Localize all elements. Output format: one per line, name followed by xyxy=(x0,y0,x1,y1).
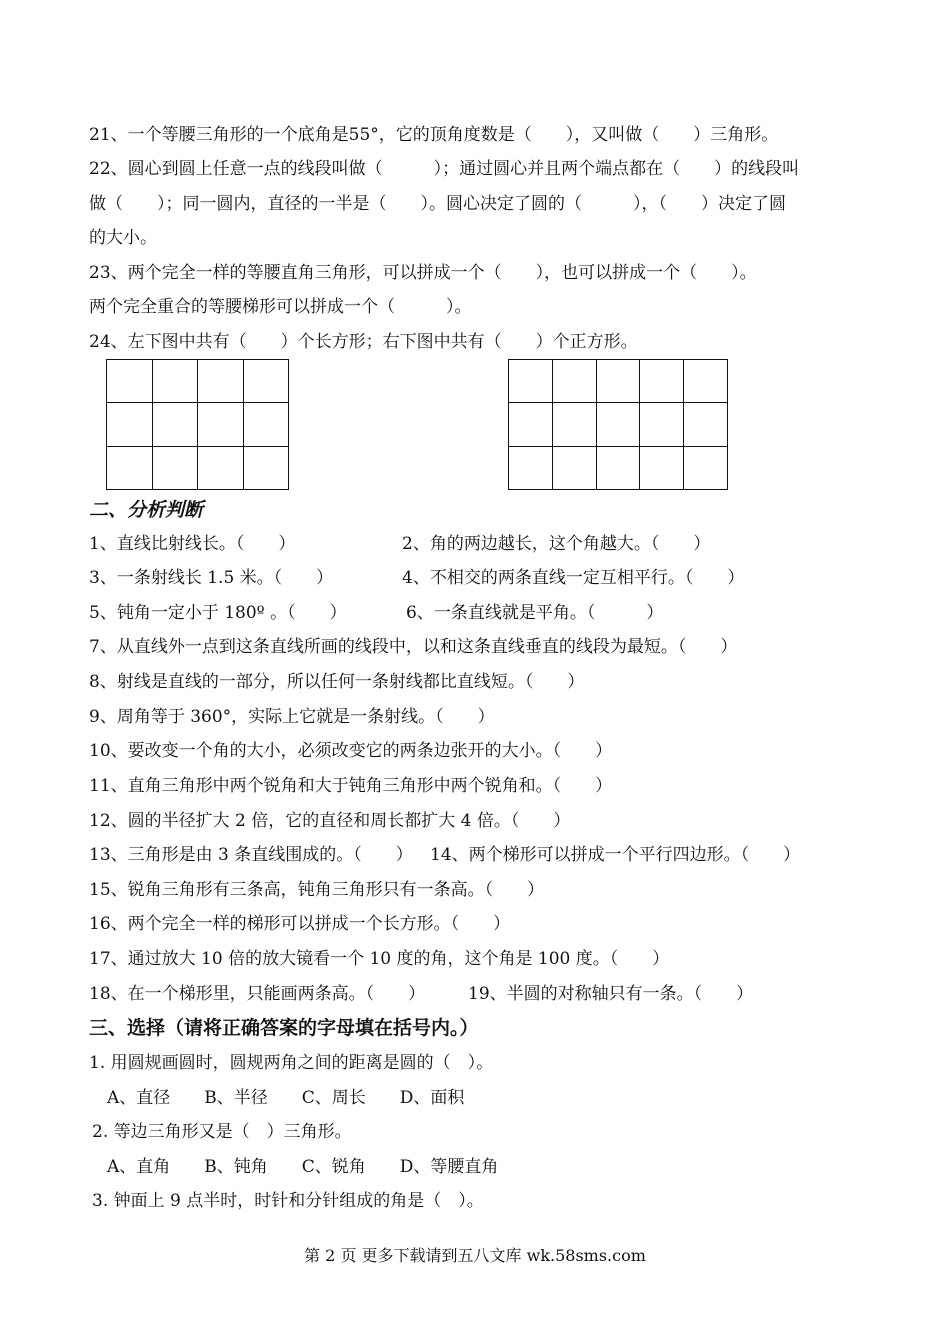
choice-question-2: 2. 等边三角形又是（ ）三角形。 xyxy=(92,1122,352,1142)
judge-item-6: 6、一条直线就是平角。（ ） xyxy=(406,603,664,623)
judge-item-2: 2、角的两边越长，这个角越大。（ ） xyxy=(402,534,711,554)
right-grid-cell xyxy=(552,403,596,446)
left-grid-cell xyxy=(198,403,244,446)
question-22-line-2: 做（ ）；同一圆内，直径的一半是（ ）。圆心决定了圆的（ ），（ ）决定了圆 xyxy=(89,194,786,214)
right-grid-row xyxy=(509,360,728,403)
judge-item-14: 14、两个梯形可以拼成一个平行四边形。（ ） xyxy=(430,845,801,865)
judge-item-1: 1、直线比射线长。（ ） xyxy=(89,534,296,554)
judge-item-5: 5、钝角一定小于 180º 。（ ） xyxy=(89,603,347,623)
page-footer: 第 2 页 更多下载请到五八文库 wk.58sms.com xyxy=(304,1246,646,1265)
left-grid-cell xyxy=(152,403,198,446)
right-grid-row xyxy=(509,446,728,489)
question-23-line-1: 23、两个完全一样的等腰直角三角形，可以拼成一个（ ），也可以拼成一个（ ）。 xyxy=(89,263,757,283)
section-title-choice: 三、选择（请将正确答案的字母填在括号内。） xyxy=(89,1017,479,1039)
right-grid-cell xyxy=(552,360,596,403)
question-21: 21、一个等腰三角形的一个底角是55°，它的顶角度数是（ ），又叫做（ ）三角形。 xyxy=(89,125,779,145)
left-grid-cell xyxy=(152,360,198,403)
left-rectangle-grid-figure xyxy=(106,359,289,490)
left-grid-cell xyxy=(198,446,244,489)
choice-2-options: A、直角 B、钝角 C、锐角 D、等腰直角 xyxy=(107,1157,499,1177)
right-grid-cell xyxy=(684,403,728,446)
judge-item-3: 3、一条射线长 1.5 米。（ ） xyxy=(89,568,334,588)
choice-1-options: A、直径 B、半径 C、周长 D、面积 xyxy=(107,1088,465,1108)
right-grid-row xyxy=(509,403,728,446)
judge-item-9: 9、周角等于 360°，实际上它就是一条射线。（ ） xyxy=(89,707,495,727)
right-grid-cell xyxy=(684,446,728,489)
right-square-grid-figure xyxy=(508,359,728,490)
right-grid-cell xyxy=(596,360,640,403)
left-grid-row xyxy=(107,403,289,446)
right-grid-cell xyxy=(509,446,553,489)
judge-item-4: 4、不相交的两条直线一定互相平行。（ ） xyxy=(402,568,745,588)
judge-item-17: 17、通过放大 10 倍的放大镜看一个 10 度的角，这个角是 100 度。（ ） xyxy=(89,949,670,969)
left-grid-cell xyxy=(107,403,153,446)
right-grid-cell xyxy=(596,403,640,446)
right-grid-cell xyxy=(640,446,684,489)
left-grid-cell xyxy=(107,360,153,403)
judge-item-19: 19、半圆的对称轴只有一条。（ ） xyxy=(468,984,754,1004)
question-22-line-3: 的大小。 xyxy=(89,228,157,248)
question-24: 24、左下图中共有（ ）个长方形；右下图中共有（ ）个正方形。 xyxy=(89,332,638,352)
choice-question-1: 1. 用圆规画圆时，圆规两角之间的距离是圆的（ ）。 xyxy=(89,1053,494,1073)
judge-item-7: 7、从直线外一点到这条直线所画的线段中，以和这条直线垂直的线段为最短。（ ） xyxy=(89,637,738,657)
question-22-line-1: 22、圆心到圆上任意一点的线段叫做（ ）；通过圆心并且两个端点都在（ ）的线段叫 xyxy=(89,159,800,179)
judge-item-16: 16、两个完全一样的梯形可以拼成一个长方形。（ ） xyxy=(89,914,511,934)
right-grid-cell xyxy=(509,360,553,403)
judge-item-18: 18、在一个梯形里，只能画两条高。（ ） xyxy=(89,984,426,1004)
judge-item-10: 10、要改变一个角的大小，必须改变它的两条边张开的大小。（ ） xyxy=(89,741,613,761)
left-grid-cell xyxy=(198,360,244,403)
left-grid-cell xyxy=(243,403,289,446)
section-title-judge: 二、分析判断 xyxy=(89,499,204,521)
right-grid-cell xyxy=(596,446,640,489)
judge-item-11: 11、直角三角形中两个锐角和大于钝角三角形中两个锐角和。（ ） xyxy=(89,776,613,796)
left-grid-cell xyxy=(243,446,289,489)
left-grid-cell xyxy=(243,360,289,403)
left-grid-row xyxy=(107,360,289,403)
choice-question-3: 3. 钟面上 9 点半时，时针和分针组成的角是（ ）。 xyxy=(92,1191,484,1211)
left-grid-row xyxy=(107,446,289,489)
right-grid-cell xyxy=(509,403,553,446)
judge-item-12: 12、圆的半径扩大 2 倍，它的直径和周长都扩大 4 倍。（ ） xyxy=(89,811,571,831)
judge-item-15: 15、锐角三角形有三条高，钝角三角形只有一条高。（ ） xyxy=(89,880,545,900)
left-grid-cell xyxy=(107,446,153,489)
judge-item-8: 8、射线是直线的一部分，所以任何一条射线都比直线短。（ ） xyxy=(89,672,585,692)
right-grid-cell xyxy=(640,360,684,403)
judge-item-13: 13、三角形是由 3 条直线围成的。（ ） xyxy=(89,845,413,865)
question-23-line-2: 两个完全重合的等腰梯形可以拼成一个（ ）。 xyxy=(89,297,472,317)
right-grid-cell xyxy=(552,446,596,489)
left-grid-cell xyxy=(152,446,198,489)
right-grid-cell xyxy=(684,360,728,403)
right-grid-cell xyxy=(640,403,684,446)
